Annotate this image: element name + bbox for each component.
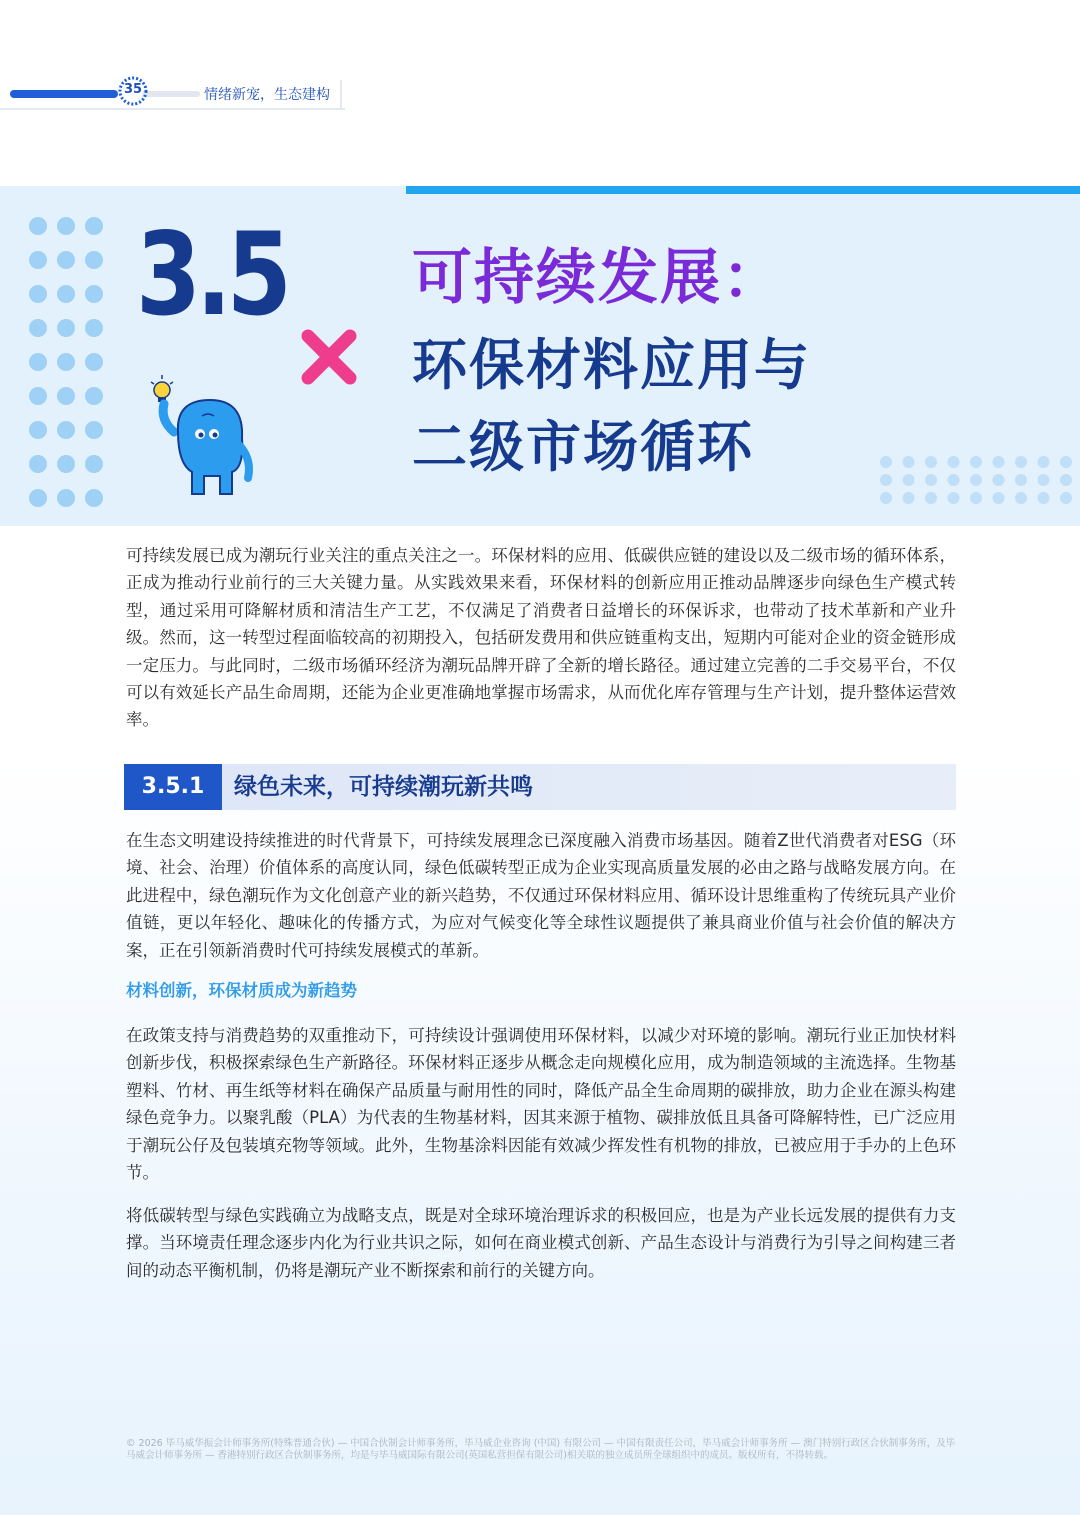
section-title-line1: 可持续发展： (412, 243, 784, 313)
subsection-number: 3.5.1 (124, 764, 222, 810)
header-underline (0, 108, 345, 110)
header-progress-bar (10, 90, 118, 98)
intro-paragraph: 可持续发展已成为潮玩行业关注的重点关注之一。环保材料的应用、低碳供应链的建设以及二级市场的循环体系，正成为推动行业前行的三大关键力量。从实践效果来看，环保材料的创新应用正推动品牌逐步向绿色生产模式转型，通过采用可降解材质和清洁生产工艺，不仅满足了消费者日益增长的环保诉求，也带动了技术革新和产业升级。然而，这一转型过程面临较高的初期投入，包括研发费用和供应链重构支出，短期内可能对企业的资金链形成一定压力。与此同时，二级市场循环经济为潮玩品牌开辟了全新的增长路径。通过建立完善的二手交易平台，不仅可以有效延长产品生命周期，还能为企业更准确地掌握市场需求，从而优化库存管理与生产计划，提升整体运营效率。 (126, 546, 956, 730)
topic-tagline: 材料创新，环保材质成为新趋势 (126, 981, 357, 1000)
copyright-footer: © 2026 毕马威华振会计师事务所(特殊普通合伙) — 中国合伙制会计师事务所，毕马威企业咨询 (中国) 有限公司 — 中国有限责任公司，毕马威会计师事务所 — 澳门特别行政区合伙制事务所，及毕马威会计师事务所 — 香港特别行政区合伙制事务所，均是与毕马威国际有限公司(英国私营担保有限公司)相关联的独立成员所全球组织中的成员。版权所有，不得转载。 (126, 1438, 956, 1461)
header-divider (340, 80, 342, 110)
dot-grid-decoration-left (28, 216, 106, 510)
subsection-title: 绿色未来，可持续潮玩新共鸣 (234, 774, 533, 800)
running-title: 情绪新宠，生态建构 (204, 87, 330, 103)
section-number: 3.5 (136, 208, 287, 341)
section-title-line2: 环保材料应用与 (412, 333, 812, 397)
page-number: 35 (123, 82, 143, 97)
body-paragraph-3: 在政策支持与消费趋势的双重推动下，可持续设计强调使用环保材料，以减少对环境的影响。潮玩行业正加快材料创新步伐，积极探索绿色生产新路径。环保材料正逐步从概念走向规模化应用，成为制造领域的主流选择。生物基塑料、竹材、再生纸等材料在确保产品质量与耐用性的同时，降低产品全生命周期的碳排放，助力企业在源头构建绿色竞争力。以聚乳酸（PLA）为代表的生物基材料，因其来源于植物、碳排放低且具备可降解特性，已广泛应用于潮玩公仔及包装填充物等领域。此外，生物基涂料因能有效减少挥发性有机物的排放，已被应用于手办的上色环节。 (126, 1026, 956, 1183)
banner-accent-line (406, 186, 1080, 194)
dot-grid-decoration-right (878, 454, 1074, 506)
body-paragraph-4: 将低碳转型与绿色实践确立为战略支点，既是对全球环境治理诉求的积极回应，也是为产业长远发展的提供有力支撑。当环境责任理念逐步内化为行业共识之际，如何在商业模式创新、产品生态设计与消费行为引导之间构建三者间的动态平衡机制，仍将是潮玩产业不断探索和前行的关键方向。 (126, 1206, 956, 1280)
mascot-character-icon (148, 372, 268, 500)
pink-cross-icon (298, 326, 360, 388)
section-title-line3: 二级市场循环 (412, 415, 755, 479)
body-paragraph-2: 在生态文明建设持续推进的时代背景下，可持续发展理念已深度融入消费市场基因。随着Z世代消费者对ESG（环境、社会、治理）价值体系的高度认同，绿色低碳转型正成为企业实现高质量发展的必由之路与战略发展方向。在此进程中，绿色潮玩作为文化创意产业的新兴趋势，不仅通过环保材料应用、循环设计思维重构了传统玩具产业价值链，更以年轻化、趣味化的传播方式，为应对气候变化等全球性议题提供了兼具商业价值与社会价值的解决方案，正在引领新消费时代可持续发展模式的革新。 (126, 831, 956, 960)
